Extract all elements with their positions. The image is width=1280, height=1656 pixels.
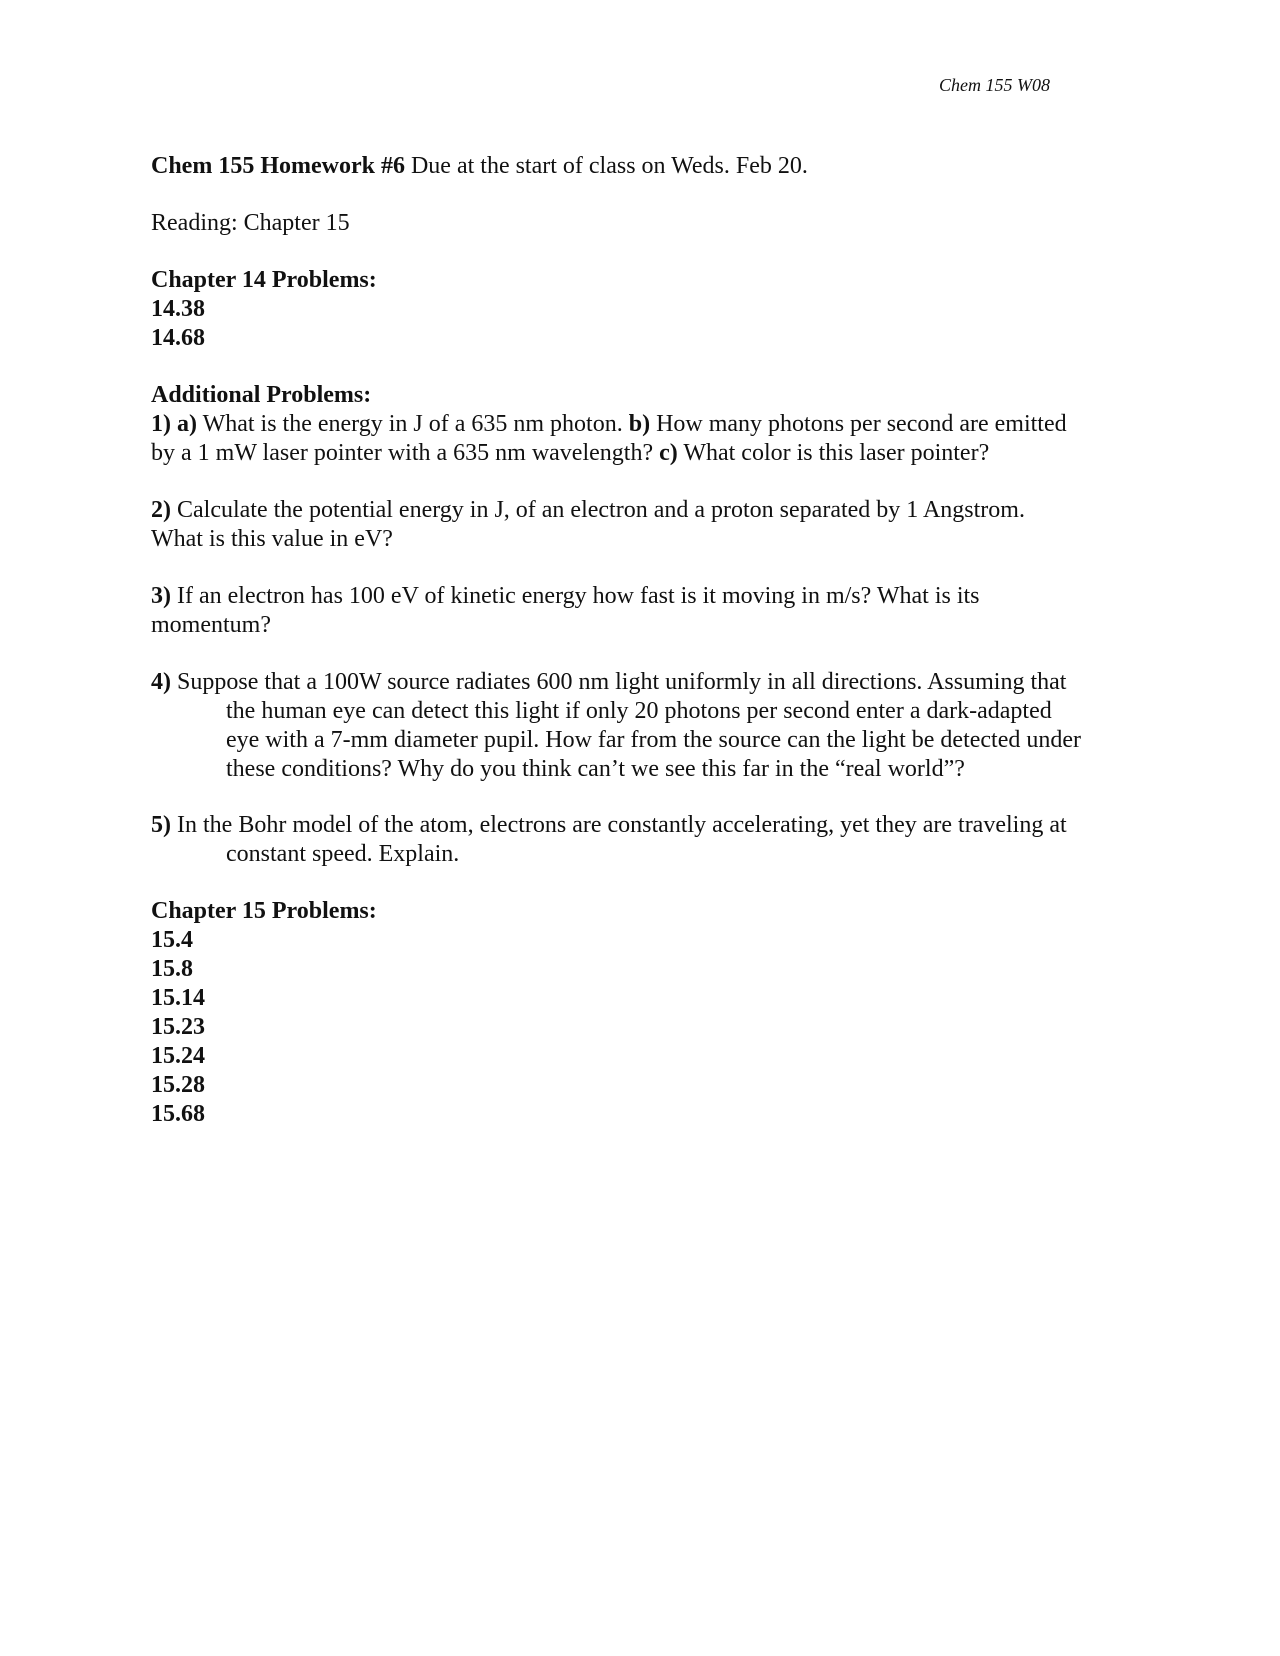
- title-bold: Chem 155 Homework #6: [151, 153, 405, 179]
- problem-number: 15.4: [151, 927, 193, 953]
- additional-problems-section: [151, 381, 1131, 468]
- problem-number: 15.8: [151, 956, 193, 982]
- problem-number: 14.38: [151, 296, 205, 322]
- problem-number: 14.68: [151, 325, 205, 351]
- problem-1-line-2: by a 1 mW laser pointer with a 635 nm wavelength? c) What color is this laser pointer?: [151, 440, 990, 466]
- problem-2: 2) Calculate the potential energy in J, of an electron and a proton separated by 1 Angstrom. What is this value in eV?: [151, 497, 1025, 552]
- chapter14-problem-list: [151, 295, 1131, 353]
- title-due-date: Due at the start of class on Weds. Feb 20.: [404, 153, 808, 179]
- additional-heading: Additional Problems:: [151, 382, 372, 408]
- problem-number: 15.23: [151, 1014, 205, 1040]
- problem-number: 15.14: [151, 985, 205, 1011]
- chapter15-section: [151, 897, 1131, 1129]
- running-header: Chem 155 W08: [939, 75, 1050, 95]
- assignment-title: [151, 152, 1131, 181]
- problem-5: 5) In the Bohr model of the atom, electrons are constantly accelerating, yet they are traveling at constant speed. Explain.: [151, 812, 1067, 867]
- reading-assignment: Reading: Chapter 15: [151, 210, 350, 236]
- chapter14-section: [151, 266, 1131, 353]
- chapter15-heading: Chapter 15 Problems:: [151, 898, 377, 924]
- problem-1-line-1: 1) a) What is the energy in J of a 635 nm photon. b) How many photons per second are emitted: [151, 411, 1067, 437]
- problem-4: 4) Suppose that a 100W source radiates 600 nm light uniformly in all directions. Assuming that the human eye can detect this light if only 20 photons per second enter a dark-adapted eye with a 7-mm diameter pupil. How far from the source can the light be detected under these conditions? Why do you think can’t we see this far in the “real world”?: [151, 669, 1082, 782]
- chapter14-heading: Chapter 14 Problems:: [151, 267, 377, 293]
- problem-number: 15.68: [151, 1101, 205, 1127]
- problem-3: 3) If an electron has 100 eV of kinetic energy how fast is it moving in m/s? What is its momentum?: [151, 583, 980, 638]
- problem-number: 15.28: [151, 1072, 205, 1098]
- chapter15-problem-list: [151, 926, 1131, 1129]
- problem-number: 15.24: [151, 1043, 205, 1069]
